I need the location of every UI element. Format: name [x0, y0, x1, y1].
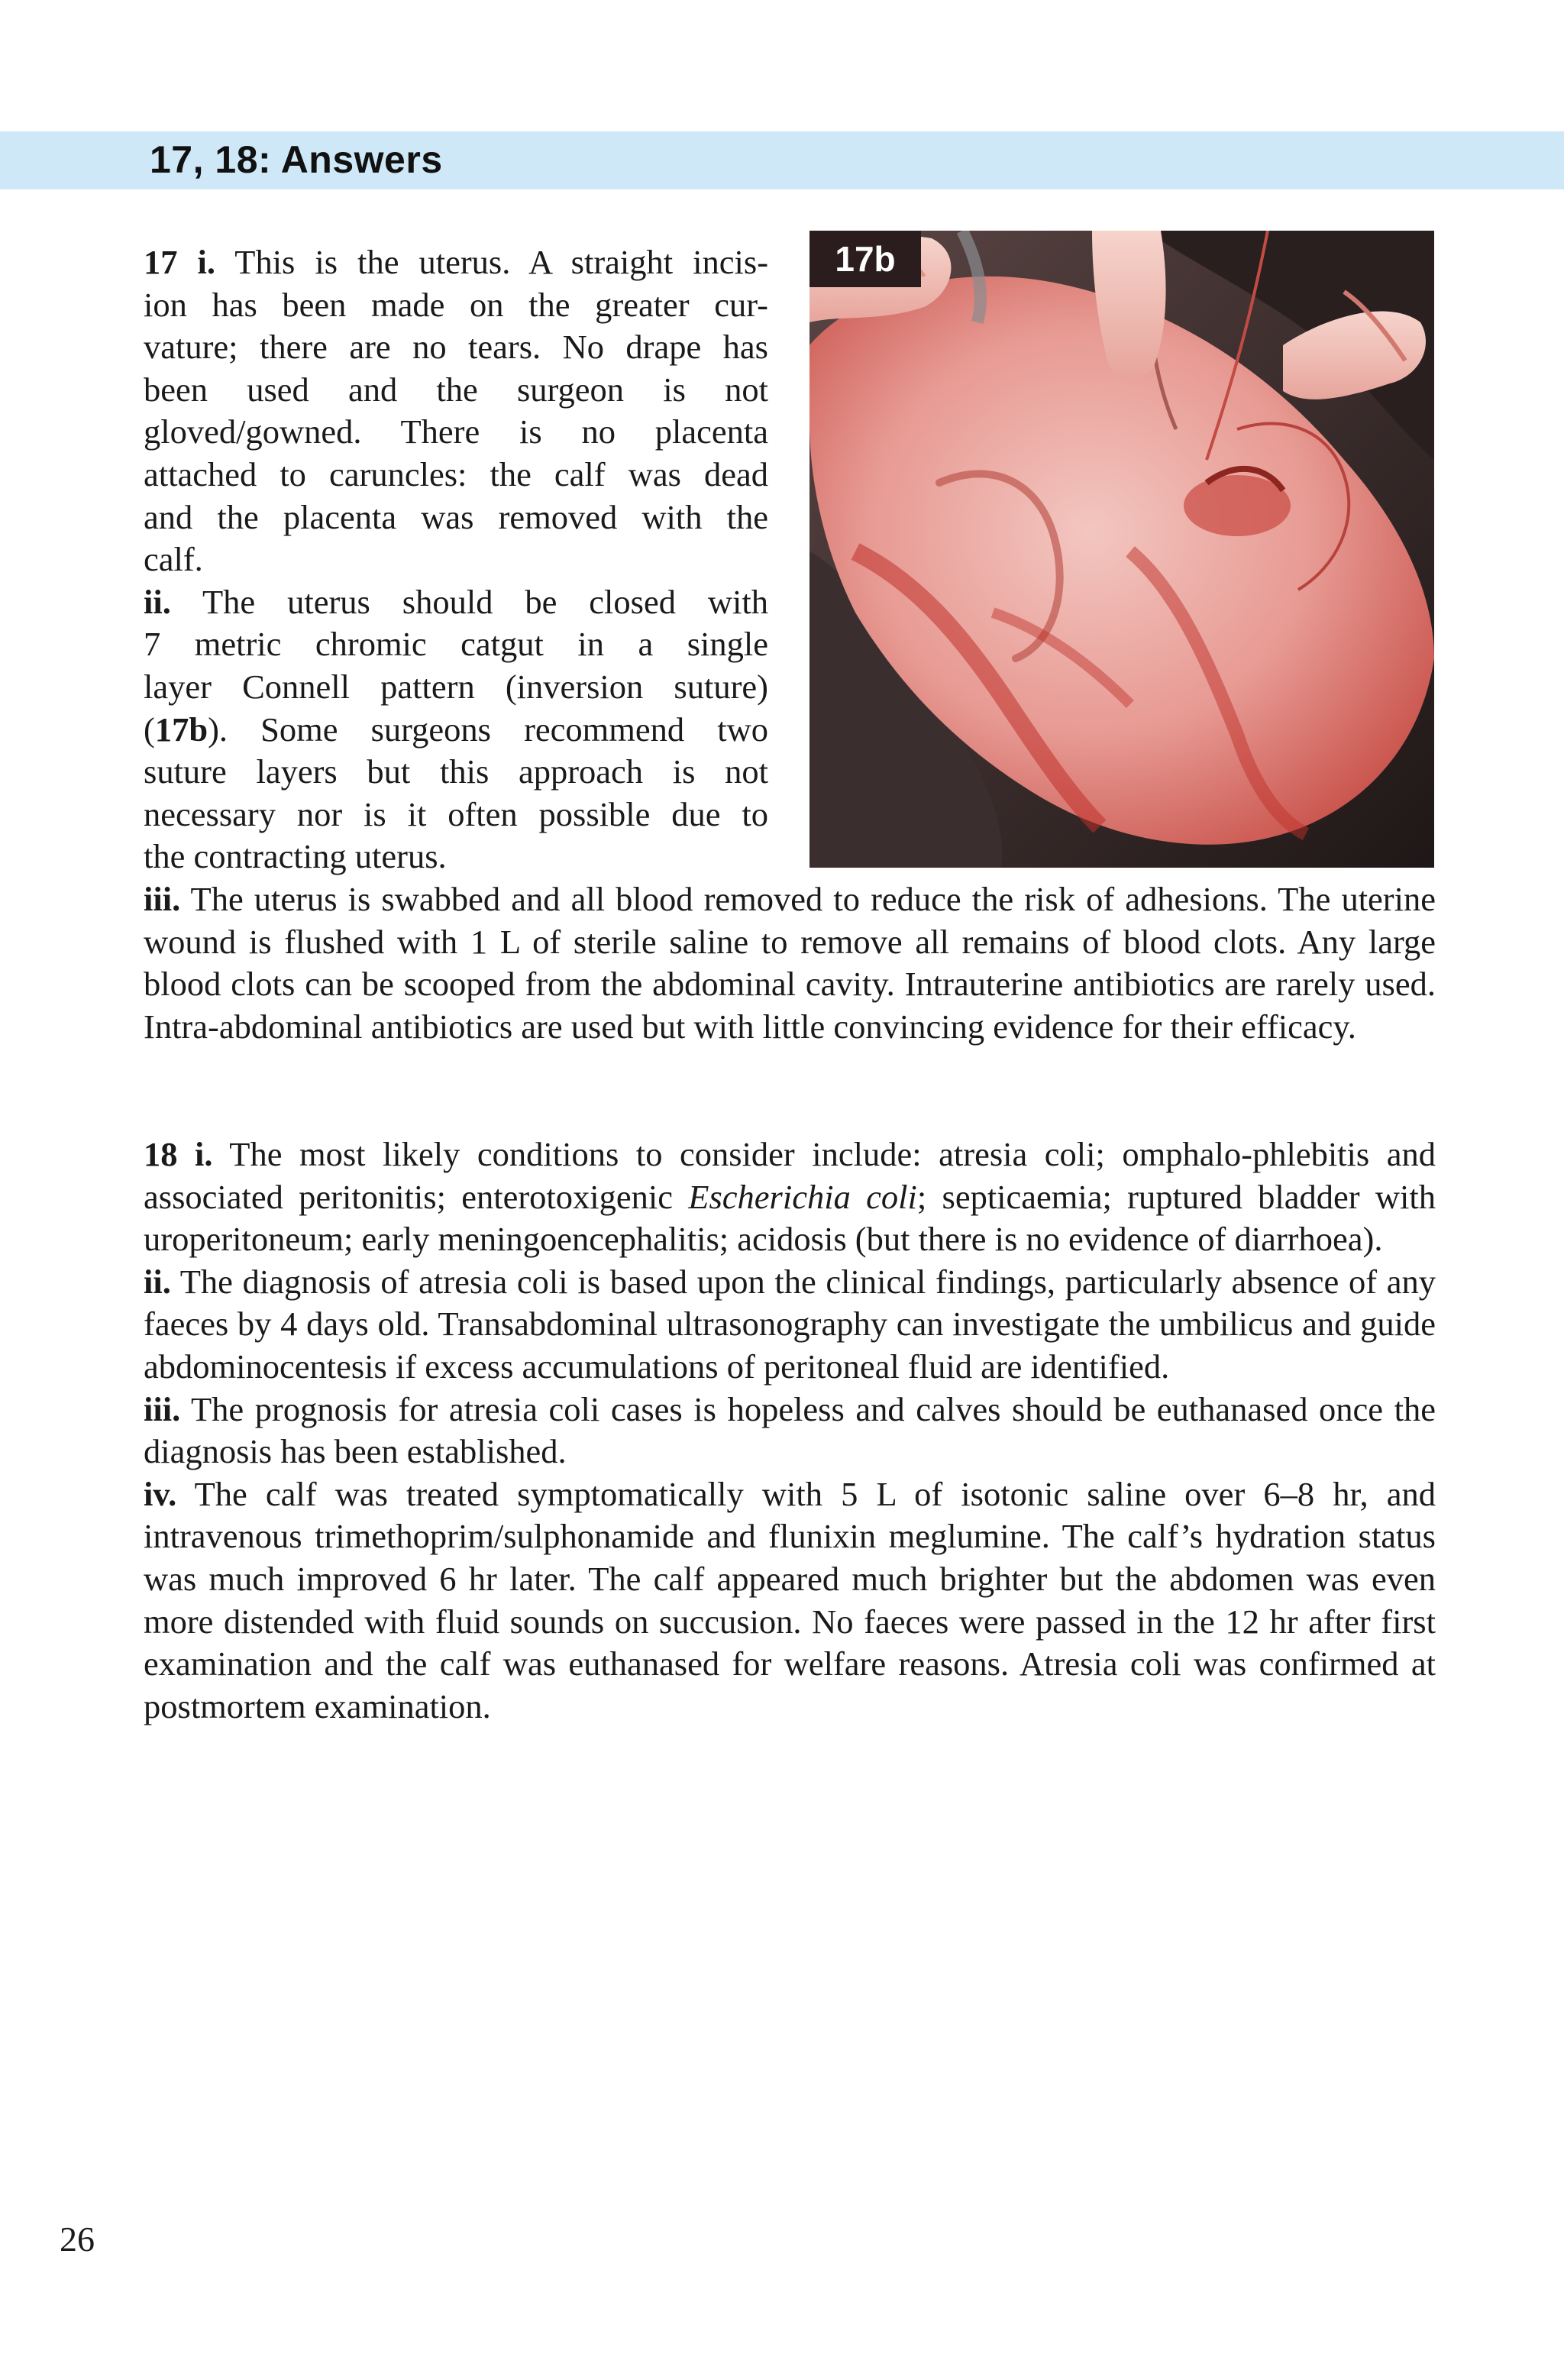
answer-17-line: attached to caruncles: the calf was dead — [144, 454, 768, 493]
figure-17b — [809, 231, 1434, 868]
answer-17-line: necessary nor is it often possible due to — [144, 794, 768, 833]
answer-17-line: 17 i. This is the uterus. A straight incis- — [144, 243, 769, 281]
answer-17-narrow — [144, 241, 768, 878]
species-name: Escherichia coli — [688, 1177, 917, 1216]
answer-17-line: layer Connell pattern (inversion suture) — [144, 667, 768, 706]
answer-17-line: vature; there are no tears. No drape has — [144, 328, 768, 367]
answer-18-part-iii: iii. The prognosis for atresia coli cases is hopeless and calves should be euthanased once the diagnosis has been established. — [144, 1389, 1436, 1471]
answer-17-line: and the placenta was removed with the — [144, 497, 768, 536]
answer-17-line: gloved/gowned. There is no placenta — [144, 412, 768, 451]
answer-17-line: the contracting uterus. — [144, 837, 447, 876]
answer-17-line: ii. The uterus should be closed with — [144, 582, 768, 621]
answer-17-line: been used and the surgeon is not — [144, 370, 768, 409]
figure-label: 17b — [809, 231, 921, 287]
answer-17-line: (17b). Some surgeons recommend two — [144, 710, 768, 749]
answer-18 — [144, 1133, 1436, 1728]
answer-18-part-iv: iv. The calf was treated symptomatically with 5 L of isotonic saline over 6–8 hr, and intravenous trimethoprim/sulphonamide and flunixin meglumine. The calf’s hydration status was much improved 6 hr later. The calf appeared much brighter but the abdomen was even more distended with fluid sounds on succusion. No faeces were passed in the 12 hr after first examination and the calf was euthanased for welfare reasons. Atresia coli was confirmed at postmortem examination. — [144, 1474, 1436, 1725]
answer-17-part-iii: iii. The uterus is swabbed and all blood removed to reduce the risk of adhesions. The uterine wound is flushed with 1 L of sterile saline to remove all remains of blood clots. Any large blood clots can be scooped from the abdominal cavity. Intrauterine antibiotics are rarely used. Intra-abdominal antibiotics are used but with little convincing evidence for their efficacy. — [144, 880, 1436, 1046]
answer-18-part-i: 18 i. The most likely conditions to consider include: atresia coli; omphalo-phlebitis and associated peritonitis; enterotoxigenic Escherichia coli; septicaemia; ruptured bladder with uroperitoneum; early meningoencephalitis; acidosis (but there is no evidence of diarrhoea). — [144, 1135, 1436, 1259]
page-number: 26 — [60, 2220, 95, 2259]
figure-reference: 17b — [154, 710, 208, 749]
page-title: 17, 18: Answers — [150, 138, 443, 181]
answer-18-part-ii: ii. The diagnosis of atresia coli is based upon the clinical findings, particularly absence of any faeces by 4 days old. Transabdominal ultrasonography can investigate the umbilicus and guide abdominocentesis if excess accumulations of peritoneal fluid are identified. — [144, 1262, 1436, 1386]
answer-17-line: ion has been made on the greater cur- — [144, 285, 768, 324]
answer-17-line: suture layers but this approach is not — [144, 752, 768, 791]
uterus-surgery-photo — [809, 231, 1434, 868]
answer-17-line: calf. — [144, 540, 203, 579]
answer-17-line: 7 metric chromic catgut in a single — [144, 625, 768, 664]
